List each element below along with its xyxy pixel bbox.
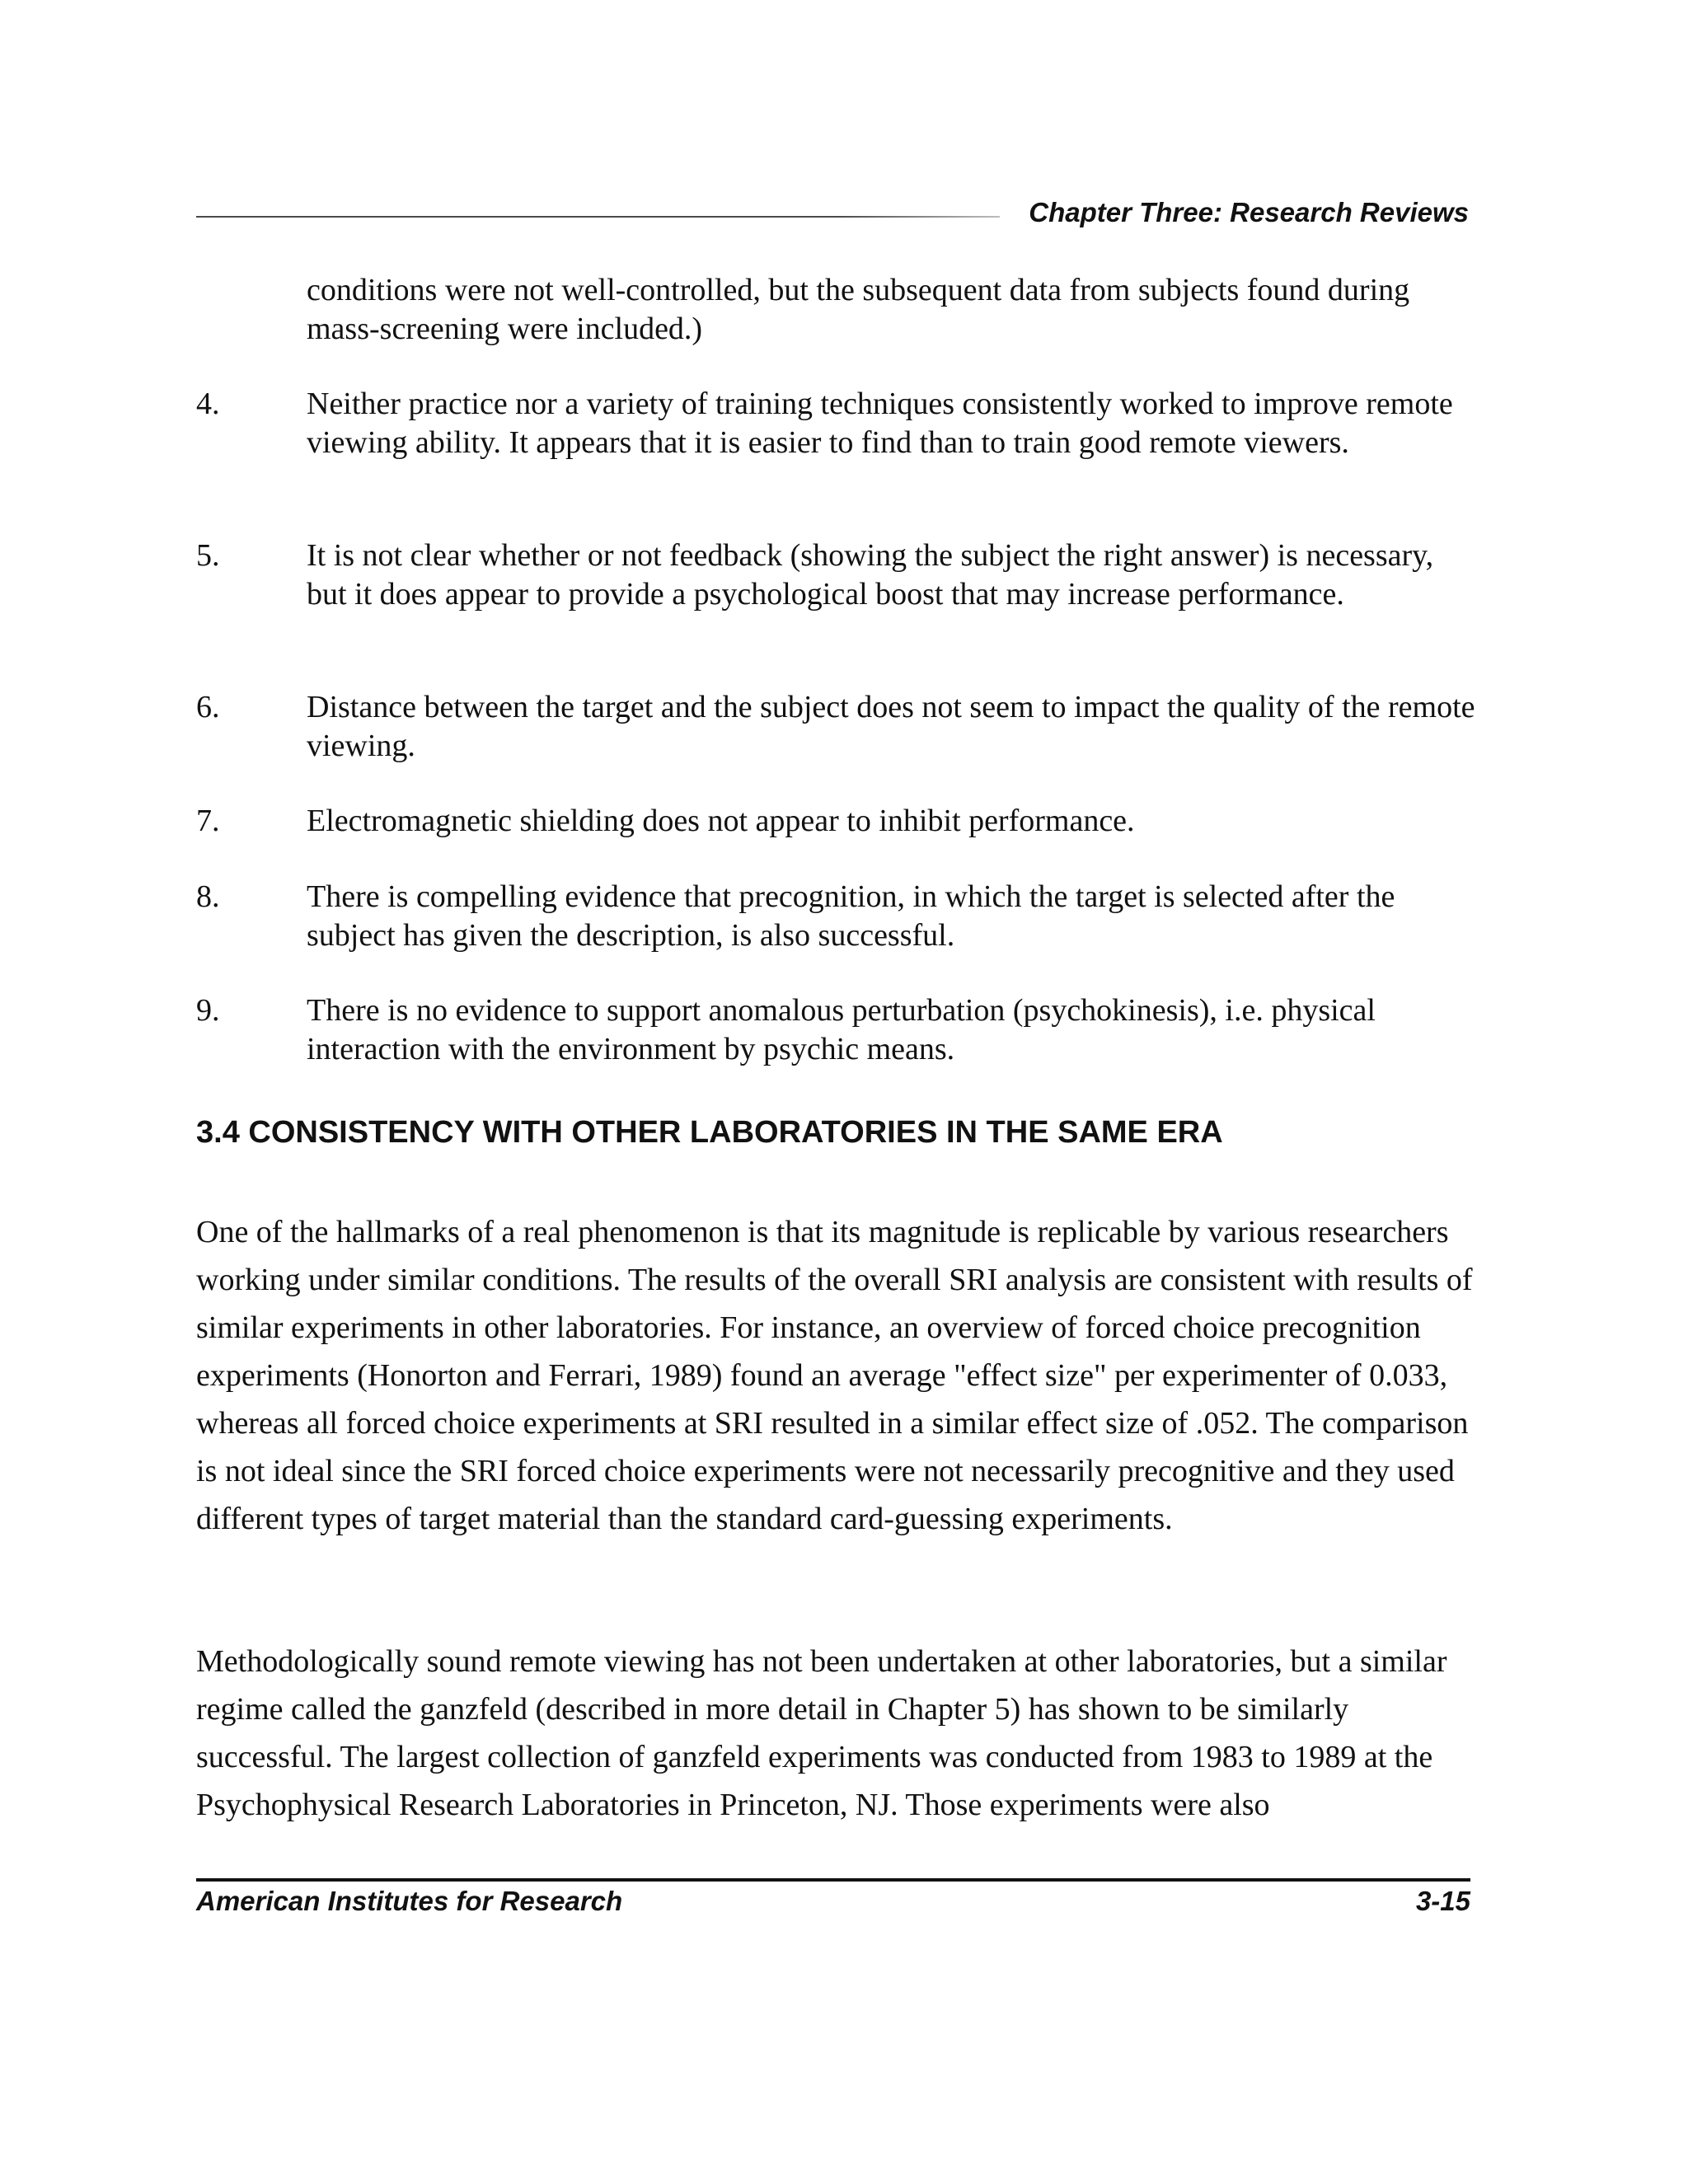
findings-list — [196, 991, 1477, 1069]
findings-list — [196, 878, 1477, 955]
list-item-number: 8. — [196, 879, 220, 914]
body-paragraph: Methodologically sound remote viewing has not been undertaken at other laboratories, but a similar regime called the ganzfeld (described in more detail in Chapter 5) has shown to be similarly successful. The largest collection of ganzfeld experiments was conducted from 1983 to 1989 at the Psychophysical Research Laboratories in Princeton, NJ. Those experiments were also — [196, 1644, 1447, 1822]
header-rule — [196, 216, 1000, 218]
list-item-text: There is compelling evidence that precognition, in which the target is selected after the subject has given the description, is also successful. — [307, 879, 1395, 953]
list-item-number: 4. — [196, 387, 220, 421]
footer-organization: American Institutes for Research — [196, 1886, 623, 1916]
running-head-title: Chapter Three: Research Reviews — [1029, 197, 1469, 227]
list-item — [196, 802, 1477, 841]
continued-paragraph: conditions were not well-controlled, but the subsequent data from subjects found during mass-screening were included.) — [307, 273, 1410, 346]
list-item-text: It is not clear whether or not feedback (showing the subject the right answer) is necessary, but it does appear to provide a psychological boost that may increase performance. — [307, 538, 1434, 612]
list-item-number: 5. — [196, 538, 220, 573]
list-item-number: 7. — [196, 804, 220, 838]
footer-rule — [196, 1878, 1470, 1882]
body-paragraph: One of the hallmarks of a real phenomenon is that its magnitude is replicable by various researchers working under similar conditions. The results of the overall SRI analysis are consistent with results of similar experiments in other laboratories. For instance, an overview of forced choice precognition experiments (Honorton and Ferrari, 1989) found an average "effect size" per experimenter of 0.033, whereas all forced choice experiments at SRI resulted in a similar effect size of .052. The comparison is not ideal since the SRI forced choice experiments were not necessarily precognitive and they used different types of target material than the standard card-guessing experiments. — [196, 1215, 1473, 1536]
list-item-text: Distance between the target and the subject does not seem to impact the quality of the remote viewing. — [307, 690, 1475, 763]
findings-list — [196, 802, 1477, 841]
list-item-text: Electromagnetic shielding does not appear to inhibit performance. — [307, 804, 1135, 838]
section-heading: 3.4 CONSISTENCY WITH OTHER LABORATORIES IN THE SAME ERA — [196, 1115, 1223, 1150]
findings-list — [196, 385, 1477, 462]
list-item — [196, 688, 1477, 766]
list-item-number: 9. — [196, 993, 220, 1028]
list-item — [196, 537, 1477, 614]
list-item — [196, 385, 1477, 462]
findings-list — [196, 688, 1477, 766]
findings-list — [196, 537, 1477, 614]
list-item — [196, 878, 1477, 955]
list-item-text: There is no evidence to support anomalous perturbation (psychokinesis), i.e. physical interaction with the environment by psychic means. — [307, 993, 1376, 1066]
list-item-text: Neither practice nor a variety of training techniques consistently worked to improve remote viewing ability. It appears that it is easier to find than to train good remote viewers. — [307, 387, 1453, 460]
list-item-number: 6. — [196, 690, 220, 724]
footer-page-number: 3-15 — [1415, 1886, 1470, 1916]
list-item — [196, 991, 1477, 1069]
